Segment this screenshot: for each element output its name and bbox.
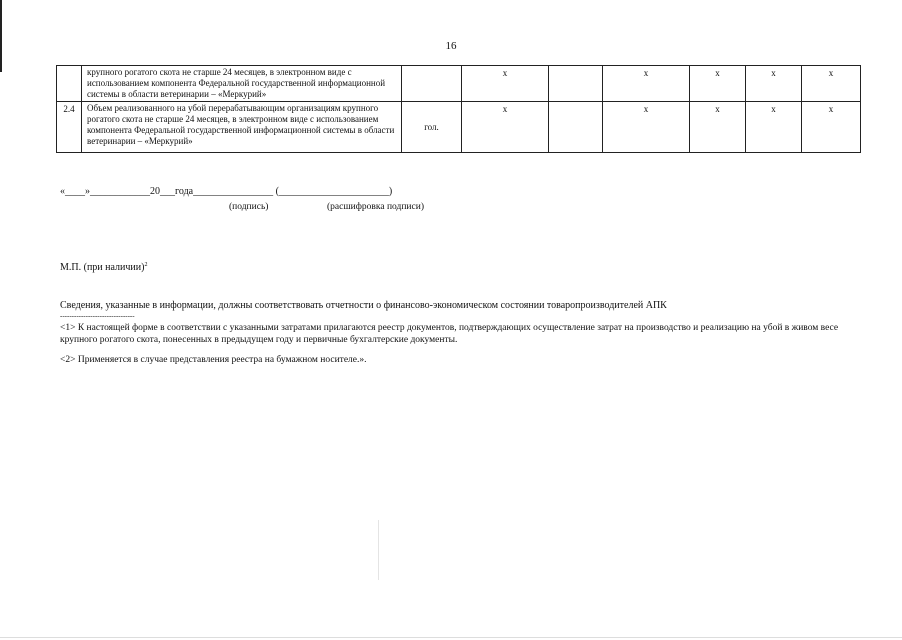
row-description: крупного рогатого скота не старше 24 месяцев, в электронном виде с использованием компонента Федеральной государственной информационной системы в области ветеринарии – «Меркурий» [82,66,402,102]
signature-date-line: «____»____________20___года________________ (______________________) [60,186,393,197]
footnote-1: <1> К настоящей форме в соответствии с указанными затратами прилагаются реестр документов, подтверждающих осуществление затрат на производство и реализацию на убой в живом весе крупного рогатого скота, понесенных в предыдущем году и первичные бухгалтерские документы. [60,323,839,345]
scan-bottom-edge [0,637,902,638]
table-cell [549,66,603,102]
stamp-place [60,262,147,273]
footnote-ref: 2 [144,262,148,268]
scan-artifact [378,520,379,580]
table-row [57,102,861,153]
row-description: Объем реализованного на убой перерабатывающим организациям крупного рогатого скота не старше 24 месяцев, в электронном виде с использованием компонента Федеральной государственной информационной системы в области ветеринарии – «Меркурий» [82,102,402,153]
table-cell: х [462,102,549,153]
stamp-label: М.П. (при наличии) [60,262,145,273]
footnote-2: <2> Применяется в случае представления реестра на бумажном носителе.». [60,355,367,365]
signature-decode-caption: (расшифровка подписи) [327,202,424,212]
table-cell: х [802,102,861,153]
table-row [57,66,861,102]
row-number: 2.4 [57,102,82,153]
row-number [57,66,82,102]
compliance-note: Сведения, указанные в информации, должны соответствовать отчетности о финансово-экономическом состоянии товаропроизводителей АПК [60,300,667,311]
report-table [56,65,861,153]
table-cell: х [690,102,746,153]
row-unit: гол. [402,102,462,153]
page-number: 16 [445,40,457,52]
table-cell [549,102,603,153]
signature-caption: (подпись) [229,202,269,212]
table-cell: х [802,66,861,102]
table-cell: х [603,102,690,153]
row-unit [402,66,462,102]
table-cell: х [690,66,746,102]
table-cell: х [603,66,690,102]
table-cell: х [746,66,802,102]
table-cell: х [462,66,549,102]
scan-edge-mark [0,0,2,72]
table-cell: х [746,102,802,153]
footnote-separator: -------------------------------- [60,312,135,320]
